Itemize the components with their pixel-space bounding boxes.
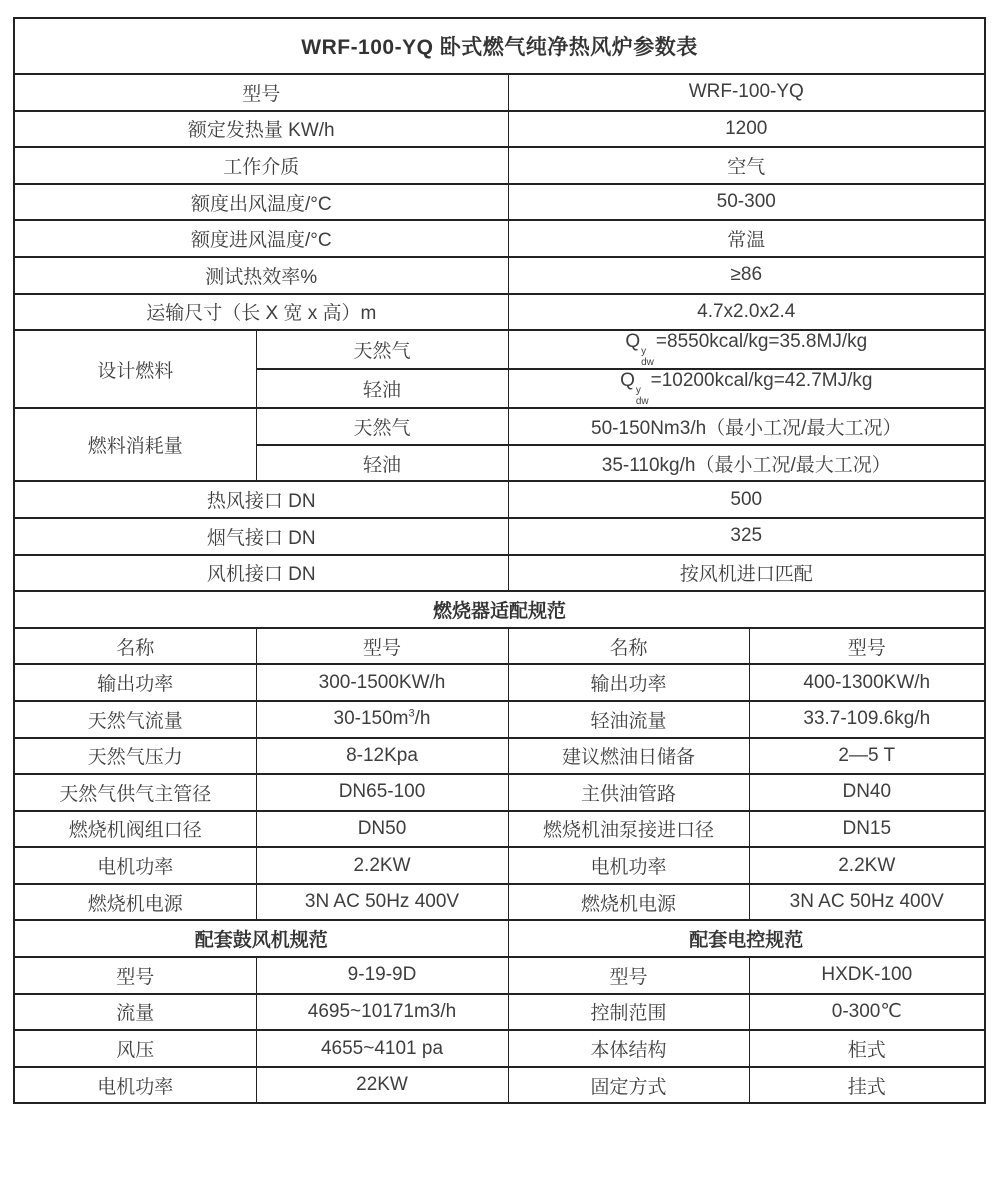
spec-label-model: 型号 <box>14 74 508 111</box>
column-header-name-right: 名称 <box>508 628 749 665</box>
column-header-name-left: 名称 <box>14 628 256 665</box>
spec-value-fan-port: 按风机进口匹配 <box>508 555 985 592</box>
fuel-type-light-oil: 轻油 <box>256 369 508 408</box>
q-rest: =8550kcal/kg=35.8MJ/kg <box>655 331 868 353</box>
fuel-consumption-gas: 50-150Nm3/h（最小工况/最大工况） <box>508 408 985 445</box>
fuel-type-light-oil: 轻油 <box>256 445 508 482</box>
burner-value: 8-12Kpa <box>256 738 508 775</box>
burner-label: 天然气供气主管径 <box>14 774 256 811</box>
burner-value: 300-1500KW/h <box>256 664 508 701</box>
burner-value: 3N AC 50Hz 400V <box>749 884 985 921</box>
spec-value-medium: 空气 <box>508 147 985 184</box>
burner-value: 2.2KW <box>256 847 508 884</box>
fuel-heat-value-gas <box>508 330 985 369</box>
fuel-type-natural-gas: 天然气 <box>256 330 508 369</box>
accessory-value: 柜式 <box>749 1030 985 1067</box>
spec-label-rated-heat: 额定发热量 KW/h <box>14 111 508 148</box>
fuel-consumption-oil: 35-110kg/h（最小工况/最大工况） <box>508 445 985 482</box>
spec-value-model: WRF-100-YQ <box>508 74 985 111</box>
burner-label: 燃烧机电源 <box>508 884 749 921</box>
column-header-model-left: 型号 <box>256 628 508 665</box>
spec-value-outlet-temp: 50-300 <box>508 184 985 221</box>
table-title: WRF-100-YQ 卧式燃气纯净热风炉参数表 <box>14 18 985 74</box>
burner-label: 输出功率 <box>508 664 749 701</box>
burner-label: 电机功率 <box>508 847 749 884</box>
accessory-value: 22KW <box>256 1067 508 1104</box>
spec-value-transport-size: 4.7x2.0x2.4 <box>508 294 985 331</box>
burner-label: 燃烧机油泵接进口径 <box>508 811 749 848</box>
accessory-label: 固定方式 <box>508 1067 749 1104</box>
spec-table <box>13 17 986 1104</box>
q-sub: dw <box>635 395 649 407</box>
burner-label: 建议燃油日储备 <box>508 738 749 775</box>
fuel-type-natural-gas: 天然气 <box>256 408 508 445</box>
burner-value: 400-1300KW/h <box>749 664 985 701</box>
accessory-label: 控制范围 <box>508 994 749 1031</box>
section-header-burner-spec: 燃烧器适配规范 <box>14 591 985 628</box>
spec-label-medium: 工作介质 <box>14 147 508 184</box>
accessory-value: 0-300℃ <box>749 994 985 1031</box>
q-supsub <box>636 386 649 407</box>
spec-value-flue-port: 325 <box>508 518 985 555</box>
column-header-model-right: 型号 <box>749 628 985 665</box>
accessory-value: HXDK-100 <box>749 957 985 994</box>
accessory-value: 挂式 <box>749 1067 985 1104</box>
q-supsub <box>641 347 654 368</box>
spec-value-rated-heat: 1200 <box>508 111 985 148</box>
fuel-group-label-consumption: 燃料消耗量 <box>14 408 256 481</box>
burner-value: DN65-100 <box>256 774 508 811</box>
burner-label: 输出功率 <box>14 664 256 701</box>
spec-label-flue-port: 烟气接口 DN <box>14 518 508 555</box>
accessory-label: 电机功率 <box>14 1067 256 1104</box>
burner-label: 燃烧机阀组口径 <box>14 811 256 848</box>
q-rest: =10200kcal/kg=42.7MJ/kg <box>650 370 873 392</box>
burner-label: 电机功率 <box>14 847 256 884</box>
gas-flow-prefix: 30-150m <box>333 708 409 730</box>
burner-label: 天然气流量 <box>14 701 256 738</box>
accessory-value: 9-19-9D <box>256 957 508 994</box>
burner-value: DN40 <box>749 774 985 811</box>
burner-label: 主供油管路 <box>508 774 749 811</box>
gas-flow-superscript: 3 <box>408 707 415 720</box>
fuel-group-label-design: 设计燃料 <box>14 330 256 408</box>
burner-value: 3N AC 50Hz 400V <box>256 884 508 921</box>
accessory-label: 本体结构 <box>508 1030 749 1067</box>
spec-value-efficiency: ≥86 <box>508 257 985 294</box>
burner-label: 轻油流量 <box>508 701 749 738</box>
spec-label-outlet-temp: 额度出风温度/°C <box>14 184 508 221</box>
accessory-label: 风压 <box>14 1030 256 1067</box>
accessory-label: 型号 <box>508 957 749 994</box>
burner-value: DN50 <box>256 811 508 848</box>
q-symbol: Q <box>625 331 641 353</box>
q-sup: y <box>635 385 641 397</box>
q-symbol: Q <box>620 370 635 392</box>
burner-label: 天然气压力 <box>14 738 256 775</box>
burner-value: DN15 <box>749 811 985 848</box>
burner-value: 33.7-109.6kg/h <box>749 701 985 738</box>
burner-label: 燃烧机电源 <box>14 884 256 921</box>
accessory-label: 流量 <box>14 994 256 1031</box>
q-sup: y <box>641 346 647 358</box>
accessory-label: 型号 <box>14 957 256 994</box>
section-header-control-spec: 配套电控规范 <box>508 920 985 957</box>
gas-flow-suffix: /h <box>414 708 431 730</box>
spec-label-transport-size: 运输尺寸（长 X 宽 x 高）m <box>14 294 508 331</box>
fuel-heat-value-oil <box>508 369 985 408</box>
spec-value-inlet-temp: 常温 <box>508 220 985 257</box>
burner-value: 2.2KW <box>749 847 985 884</box>
q-sub: dw <box>641 356 654 368</box>
spec-label-fan-port: 风机接口 DN <box>14 555 508 592</box>
accessory-value: 4695~10171m3/h <box>256 994 508 1031</box>
section-header-blower-spec: 配套鼓风机规范 <box>14 920 508 957</box>
spec-value-hot-air-port: 500 <box>508 481 985 518</box>
spec-label-efficiency: 测试热效率% <box>14 257 508 294</box>
burner-value: 2—5 T <box>749 738 985 775</box>
spec-label-inlet-temp: 额度进风温度/°C <box>14 220 508 257</box>
accessory-value: 4655~4101 pa <box>256 1030 508 1067</box>
spec-label-hot-air-port: 热风接口 DN <box>14 481 508 518</box>
burner-value-gas-flow <box>256 701 508 738</box>
